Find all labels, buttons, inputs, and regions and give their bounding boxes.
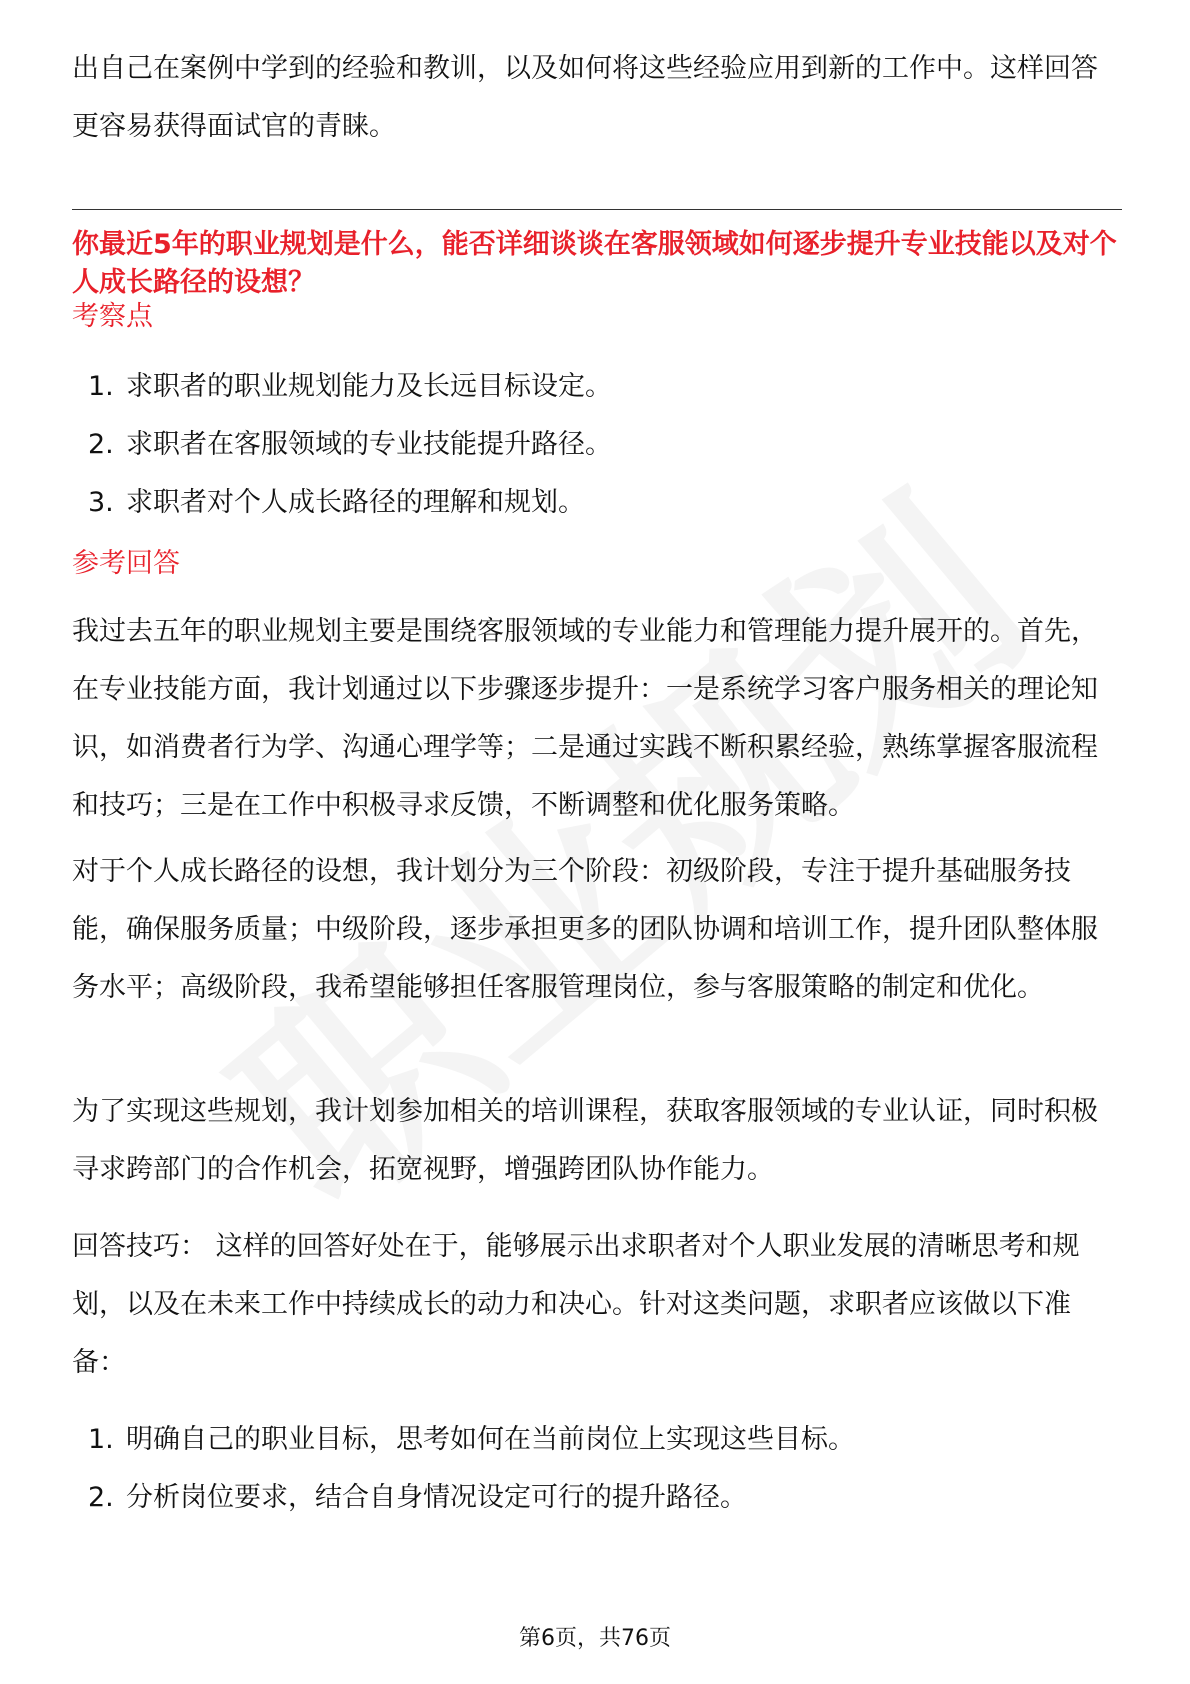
- list-item-number: 2.: [88, 1482, 114, 1513]
- page-number-footer: 第6页，共76页: [519, 1626, 671, 1651]
- list-item: [72, 1411, 1122, 1469]
- list-item-number: 3.: [88, 487, 114, 518]
- list-item-text: 求职者对个人成长路径的理解和规划。: [126, 487, 585, 518]
- list-item-number: 1.: [88, 1424, 114, 1455]
- list-item: [72, 474, 1122, 532]
- list-item: [72, 358, 1122, 416]
- assessment-points-list: [72, 358, 1122, 532]
- list-item-text: 明确自己的职业目标，思考如何在当前岗位上实现这些目标。: [126, 1424, 855, 1455]
- reference-answer-title: 参考回答: [72, 548, 180, 579]
- section-divider: [72, 209, 1122, 210]
- list-item-text: 分析岗位要求，结合自身情况设定可行的提升路径。: [126, 1482, 747, 1513]
- answer-paragraph: 对于个人成长路径的设想，我计划分为三个阶段：初级阶段，专注于提升基础服务技能，确保服务质量；中级阶段，逐步承担更多的团队协调和培训工作，提升团队整体服务水平；高级阶段，我希望能够担任客服管理岗位，参与客服策略的制定和优化。: [72, 856, 1098, 1003]
- intro-paragraph: 出自己在案例中学到的经验和教训，以及如何将这些经验应用到新的工作中。这样回答更容易获得面试官的青睐。: [72, 53, 1098, 142]
- list-item-number: 1.: [88, 371, 114, 402]
- answer-paragraph: 我过去五年的职业规划主要是围绕客服领域的专业能力和管理能力提升展开的。首先，在专业技能方面，我计划通过以下步骤逐步提升：一是系统学习客户服务相关的理论知识，如消费者行为学、沟通心理学等；二是通过实践不断积累经验，熟练掌握客服流程和技巧；三是在工作中积极寻求反馈，不断调整和优化服务策略。: [72, 616, 1098, 821]
- answer-tips-paragraph: 回答技巧： 这样的回答好处在于，能够展示出求职者对个人职业发展的清晰思考和规划，以及在未来工作中持续成长的动力和决心。针对这类问题，求职者应该做以下准备：: [72, 1231, 1080, 1378]
- preparation-list: [72, 1411, 1122, 1527]
- list-item-text: 求职者在客服领域的专业技能提升路径。: [126, 429, 612, 460]
- list-item-number: 2.: [88, 429, 114, 460]
- list-item: [72, 416, 1122, 474]
- list-item-text: 求职者的职业规划能力及长远目标设定。: [126, 371, 612, 402]
- list-item: [72, 1469, 1122, 1527]
- question-heading: 你最近5年的职业规划是什么，能否详细谈谈在客服领域如何逐步提升专业技能以及对个人成长路径的设想？: [72, 229, 1117, 298]
- answer-paragraph: 为了实现这些规划，我计划参加相关的培训课程，获取客服领域的专业认证，同时积极寻求跨部门的合作机会，拓宽视野，增强跨团队协作能力。: [72, 1096, 1098, 1185]
- assessment-points-title: 考察点: [72, 301, 153, 332]
